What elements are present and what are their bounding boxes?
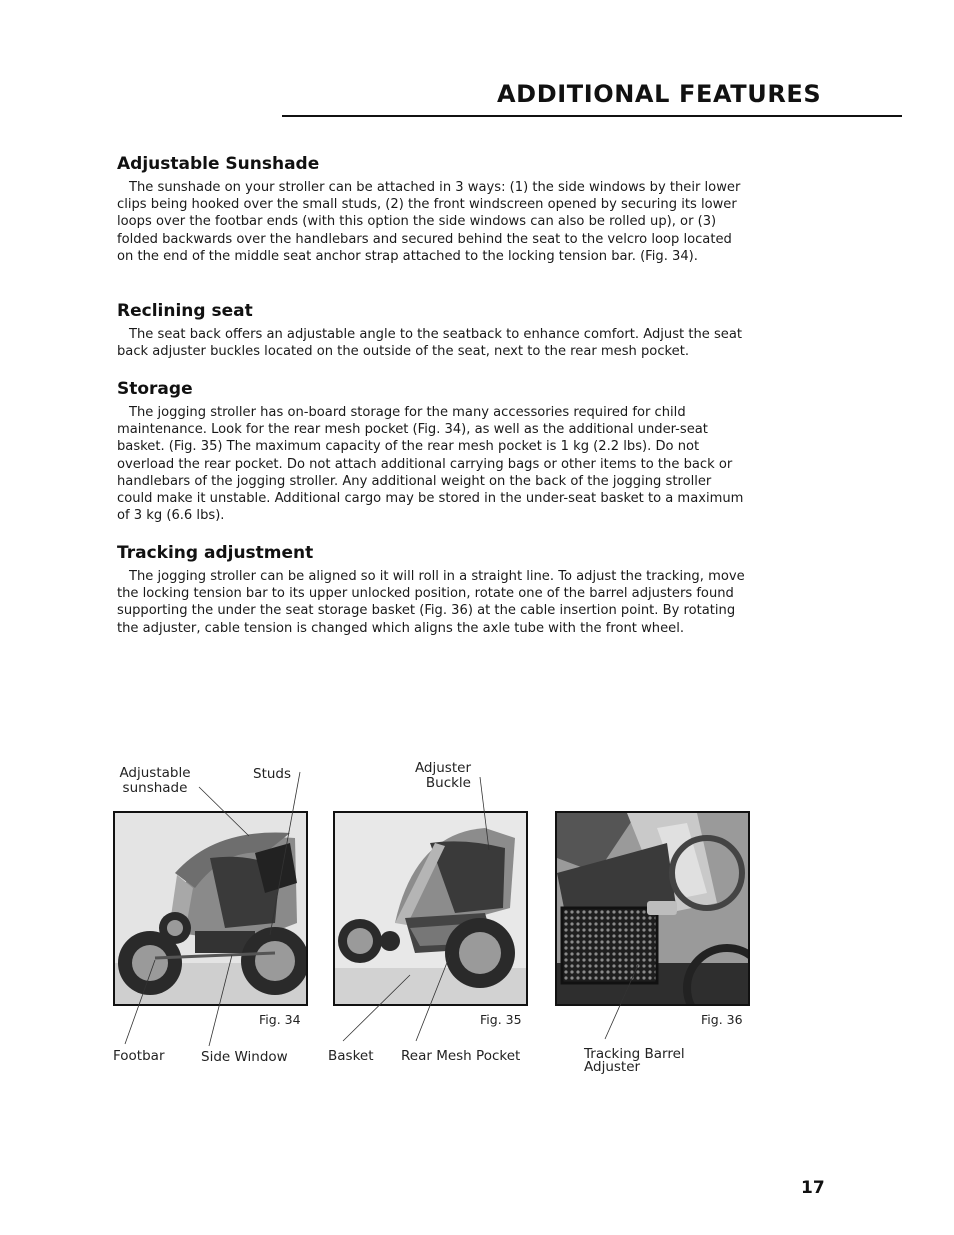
figure-36-caption: Fig. 36	[701, 1012, 743, 1027]
label-side-window: Side Window	[201, 1049, 288, 1065]
label-tracking-barrel-adjuster: Tracking Barrel Adjuster	[584, 1046, 685, 1075]
label-adjustable-sunshade: Adjustable sunshade	[119, 765, 191, 796]
figure-34-caption: Fig. 34	[259, 1012, 301, 1027]
section-heading: Adjustable Sunshade	[117, 154, 320, 174]
label-basket: Basket	[328, 1048, 374, 1064]
label-studs: Studs	[253, 766, 292, 782]
label-rear-mesh-pocket: Rear Mesh Pocket	[401, 1048, 521, 1064]
label-adjuster-buckle: Adjuster Buckle	[414, 760, 471, 791]
section-heading: Reclining seat	[117, 301, 253, 321]
label-footbar: Footbar	[113, 1048, 165, 1064]
section-body: The sunshade on your stroller can be attached in 3 ways: (1) the side windows by their lower clips being hooked over the small studs, (2) the front windscreen opened by securing its lower loops over the footbar ends (with this option the side windows can also be rolled up), or (3) folded backwards over the handlebars and secured behind the seat to the velcro loop located on the end of the middle seat anchor strap attached to the locking tension bar. (Fig. 34).	[117, 180, 741, 264]
figure-35-caption: Fig. 35	[480, 1012, 522, 1027]
section-heading: Storage	[117, 379, 193, 399]
page-title: ADDITIONAL FEATURES	[497, 80, 822, 108]
section-body: The jogging stroller can be aligned so it will roll in a straight line. To adjust the tracking, move the locking tension bar to its upper unlocked position, rotate one of the barrel adjusters found supporting the under the seat storage basket (Fig. 36) at the cable insertion point. By rotating the adjuster, cable tension is changed which aligns the axle tube with the front wheel.	[117, 569, 745, 636]
section-heading: Tracking adjustment	[117, 543, 314, 563]
page-number: 17	[801, 1178, 825, 1198]
section-body: The seat back offers an adjustable angle to the seatback to enhance comfort. Adjust the seat back adjuster buckles located on the outside of the seat, next to the rear mesh pocket.	[117, 327, 743, 360]
section-body: The jogging stroller has on-board storage for the many accessories required for child maintenance. Look for the rear mesh pocket (Fig. 34), as well as the additional under-seat basket. (Fig. 35) The maximum capacity of the rear mesh pocket is 1 kg (2.2 lbs). Do not overload the rear pocket. Do not attach additional carrying bags or other items to the back or handlebars of the jogging stroller. Any additional weight on the back of the jogging stroller could make it unstable. Additional cargo may be stored in the under-seat basket to a maximum of 3 kg (6.6 lbs).	[117, 405, 744, 524]
